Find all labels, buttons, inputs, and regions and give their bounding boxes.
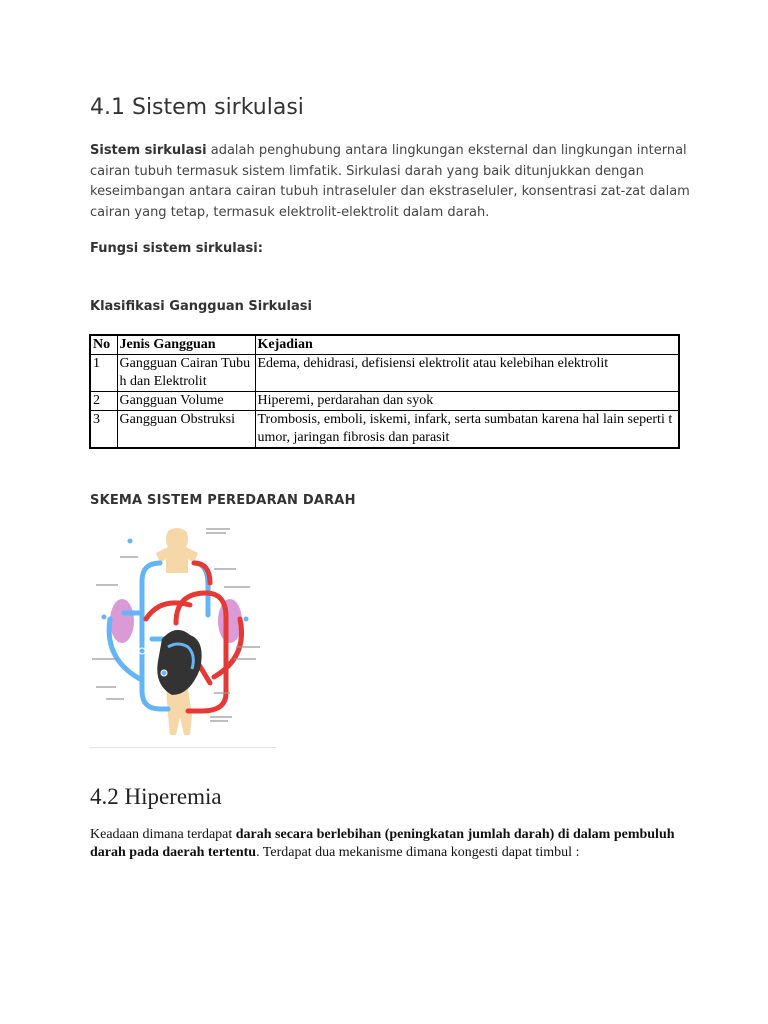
upper-body-icon (156, 528, 198, 573)
cell-jenis: Gangguan Volume (117, 392, 255, 411)
hiperemia-bold: darah secara berlebihan (peningkatan jumlah darah) di dalam pembuluh darah pada daerah tertentu (90, 827, 675, 860)
header-no: No (90, 335, 117, 355)
left-lung-icon (110, 599, 134, 643)
intro-text: adalah penghubung antara lingkungan eksternal dan lingkungan internal cairan tubuh termasuk sistem limfatik. Sirkulasi darah yang baik ditunjukkan dengan keseimbangan antara cairan tubuh intraseluler dan ekstraseluler, konsentrasi zat-zat dalam cairan yang tetap, termasuk elektrolit-elektrolit dalam darah. (90, 143, 690, 220)
cell-jenis: Gangguan Cairan Tubuh dan Elektrolit (117, 355, 255, 392)
intro-paragraph (90, 141, 690, 223)
skema-heading: SKEMA SISTEM PEREDARAN DARAH (90, 493, 356, 508)
cell-kejadian: Trombosis, emboli, iskemi, infark, serta sumbatan karena hal lain seperti tumor, jaringan fibrosis dan parasit (255, 411, 679, 449)
cell-kejadian: Hiperemi, perdarahan dan syok (255, 392, 679, 411)
table-row (90, 411, 679, 449)
cell-kejadian: Edema, dehidrasi, defisiensi elektrolit atau kelebihan elektrolit (255, 355, 679, 392)
section-heading-hiperemia: 4.2 Hiperemia (90, 784, 222, 809)
cell-jenis: Gangguan Obstruksi (117, 411, 255, 449)
hiperemia-paragraph (90, 826, 680, 862)
hiperemia-text-after: . Terdapat dua mekanisme dimana kongesti dapat timbul : (256, 845, 580, 860)
circulation-diagram (90, 523, 276, 746)
cell-no: 3 (90, 411, 117, 449)
table-row (90, 392, 679, 411)
section-heading-sistem-sirkulasi: 4.1 Sistem sirkulasi (90, 95, 304, 120)
diagram-divider (90, 747, 276, 748)
heart-icon (157, 630, 201, 695)
klasifikasi-heading: Klasifikasi Gangguan Sirkulasi (90, 299, 312, 314)
header-kejadian: Kejadian (255, 335, 679, 355)
cell-no: 2 (90, 392, 117, 411)
table-row (90, 355, 679, 392)
cell-no: 1 (90, 355, 117, 392)
intro-bold-term: Sistem sirkulasi (90, 143, 207, 158)
gangguan-table (89, 334, 680, 449)
fungsi-heading: Fungsi sistem sirkulasi: (90, 241, 263, 256)
header-jenis: Jenis Gangguan (117, 335, 255, 355)
table-header-row (90, 335, 679, 355)
hiperemia-text-before: Keadaan dimana terdapat (90, 827, 236, 842)
